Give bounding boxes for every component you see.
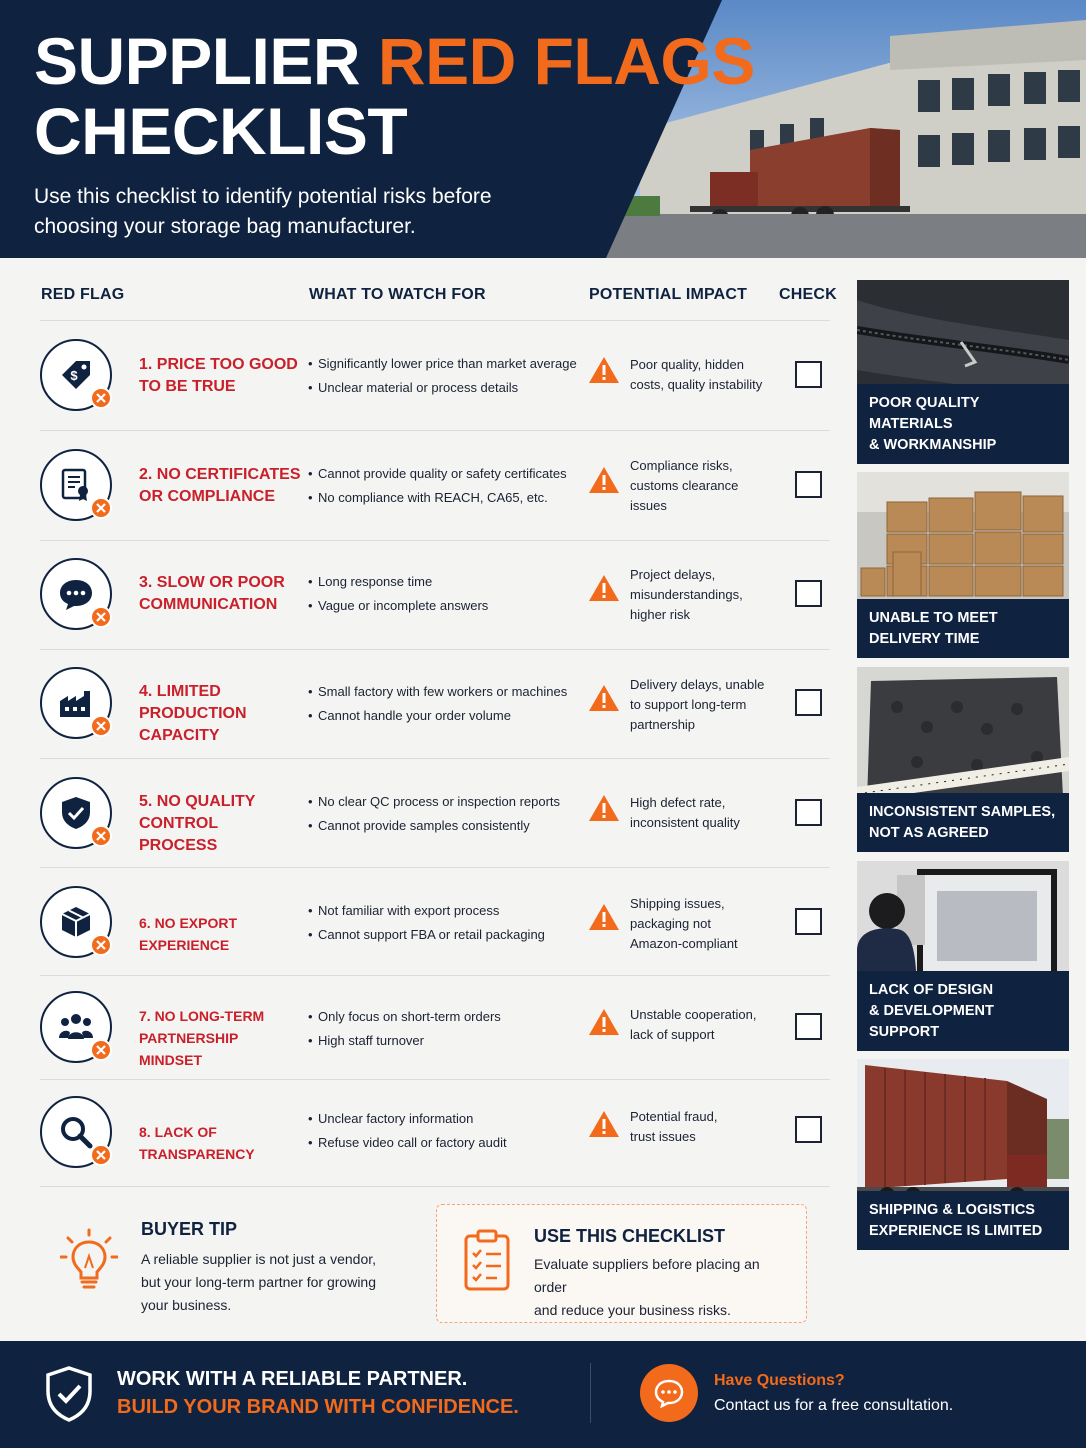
check-box[interactable] [795,580,822,607]
buyer-tip-title: BUYER TIP [141,1219,238,1239]
shield-check-icon [44,1365,94,1423]
watch-list: • Not familiar with export process • Cannot support FBA or retail packaging [308,899,578,947]
buyer-tip-text: A reliable supplier is not just a vendor, but your long-term partner for growing your business. [141,1251,377,1313]
impact-text: Unstable cooperation, lack of support [630,1007,757,1042]
impact-text: Shipping issues, packaging not Amazon-compliant [630,896,738,951]
title-accent: RED FLAGS [377,24,755,98]
questions-title: Have Questions? [714,1372,845,1389]
warning-icon [588,574,620,602]
side-photo-caption: INCONSISTENT SAMPLES, NOT AS AGREED [857,793,1069,852]
x-badge-icon [90,1039,112,1061]
flag-title: 3. SLOW OR POOR COMMUNICATION [139,574,285,613]
warning-icon [588,1110,620,1138]
watch-list: • Unclear factory information • Refuse video call or factory audit [308,1107,578,1155]
side-photo-card [857,667,1069,852]
check-box[interactable] [795,1116,822,1143]
warning-icon [588,684,620,712]
warning-icon [588,466,620,494]
use-checklist-box [436,1204,807,1323]
table-row [40,1080,830,1188]
impact-text: Compliance risks, customs clearance issues [630,458,739,513]
page-subtitle: Use this checklist to identify potential risks before choosing your storage bag manufacturer. [34,185,492,238]
check-box[interactable] [795,908,822,935]
svg-text:$: $ [70,368,78,383]
page-title: SUPPLIER RED FLAGS CHECKLIST [34,24,755,168]
watch-list: • Small factory with few workers or machines • Cannot handle your order volume [308,680,578,728]
x-badge-icon [90,497,112,519]
check-box[interactable] [795,471,822,498]
table-row [40,650,830,758]
footer-headline: WORK WITH A RELIABLE PARTNER. [117,1368,468,1390]
col-header-red-flag: RED FLAG [41,286,125,303]
footer-tagline: BUILD YOUR BRAND WITH CONFIDENCE. [117,1396,519,1418]
watch-list: • Significantly lower price than market average • Unclear material or process details [308,352,578,400]
flag-title: 5. NO QUALITY CONTROL PROCESS [139,793,256,854]
check-box[interactable] [795,1013,822,1040]
table-row [40,431,830,539]
watch-list: • No clear QC process or inspection reports • Cannot provide samples consistently [308,790,578,838]
x-badge-icon [90,387,112,409]
x-badge-icon [90,715,112,737]
warning-icon [588,903,620,931]
flag-title: 4. LIMITED PRODUCTION CAPACITY [139,683,247,744]
col-header-watch: WHAT TO WATCH FOR [309,286,486,303]
warning-icon [588,1008,620,1036]
chat-icon [654,1378,684,1408]
check-box[interactable] [795,799,822,826]
side-photo-card [857,1059,1069,1250]
col-header-impact: POTENTIAL IMPACT [589,286,748,303]
col-header-check: CHECK [779,286,837,303]
contact-chat-button[interactable] [640,1364,698,1422]
lightbulb-icon [60,1228,118,1298]
footer-bar [0,1341,1086,1448]
watch-list: • Long response time • Vague or incomplete answers [308,570,578,618]
side-photo-caption: LACK OF DESIGN & DEVELOPMENT SUPPORT [857,971,1069,1051]
flag-title: 6. NO EXPORT EXPERIENCE [139,915,238,953]
flag-title: 8. LACK OF TRANSPARENCY [139,1124,255,1162]
table-row [40,759,830,867]
watch-list: • Cannot provide quality or safety certificates • No compliance with REACH, CA65, etc. [308,462,578,510]
use-checklist-title: USE THIS CHECKLIST [534,1226,726,1246]
footer-divider [590,1363,591,1423]
x-badge-icon [90,825,112,847]
side-photo-caption: POOR QUALITY MATERIALS & WORKMANSHIP [857,384,1069,464]
impact-text: Delivery delays, unable to support long-term partnership [630,677,765,732]
side-photo-caption: SHIPPING & LOGISTICS EXPERIENCE IS LIMITED [857,1191,1069,1250]
check-box[interactable] [795,361,822,388]
header-banner [0,0,1086,258]
x-badge-icon [90,1144,112,1166]
table-row [40,321,830,429]
check-box[interactable] [795,689,822,716]
impact-text: Project delays, misunderstandings, higher risk [630,567,743,622]
use-checklist-text: Evaluate suppliers before placing an order and reduce your business risks. [534,1256,760,1318]
impact-text: Poor quality, hidden costs, quality instability [630,357,763,392]
side-photo-caption: UNABLE TO MEET DELIVERY TIME [857,599,1069,658]
contact-link[interactable]: Contact us for a free consultation. [714,1397,954,1414]
impact-text: High defect rate, inconsistent quality [630,795,740,830]
side-photo-card [857,861,1069,1051]
impact-text: Potential fraud, trust issues [630,1109,718,1144]
table-row [40,868,830,976]
flag-title: 7. NO LONG-TERM PARTNERSHIP MINDSET [139,1008,265,1068]
warning-icon [588,794,620,822]
x-badge-icon [90,934,112,956]
flag-title: 2. NO CERTIFICATES OR COMPLIANCE [139,466,301,505]
table-row [40,976,830,1084]
watch-list: • Only focus on short-term orders • High staff turnover [308,1005,578,1053]
warning-icon [588,356,620,384]
table-row [40,541,830,649]
side-photo-card [857,472,1069,658]
x-badge-icon [90,606,112,628]
side-photo-card [857,280,1069,464]
flag-title: 1. PRICE TOO GOOD TO BE TRUE [139,356,298,395]
clipboard-checklist-icon [463,1229,511,1291]
